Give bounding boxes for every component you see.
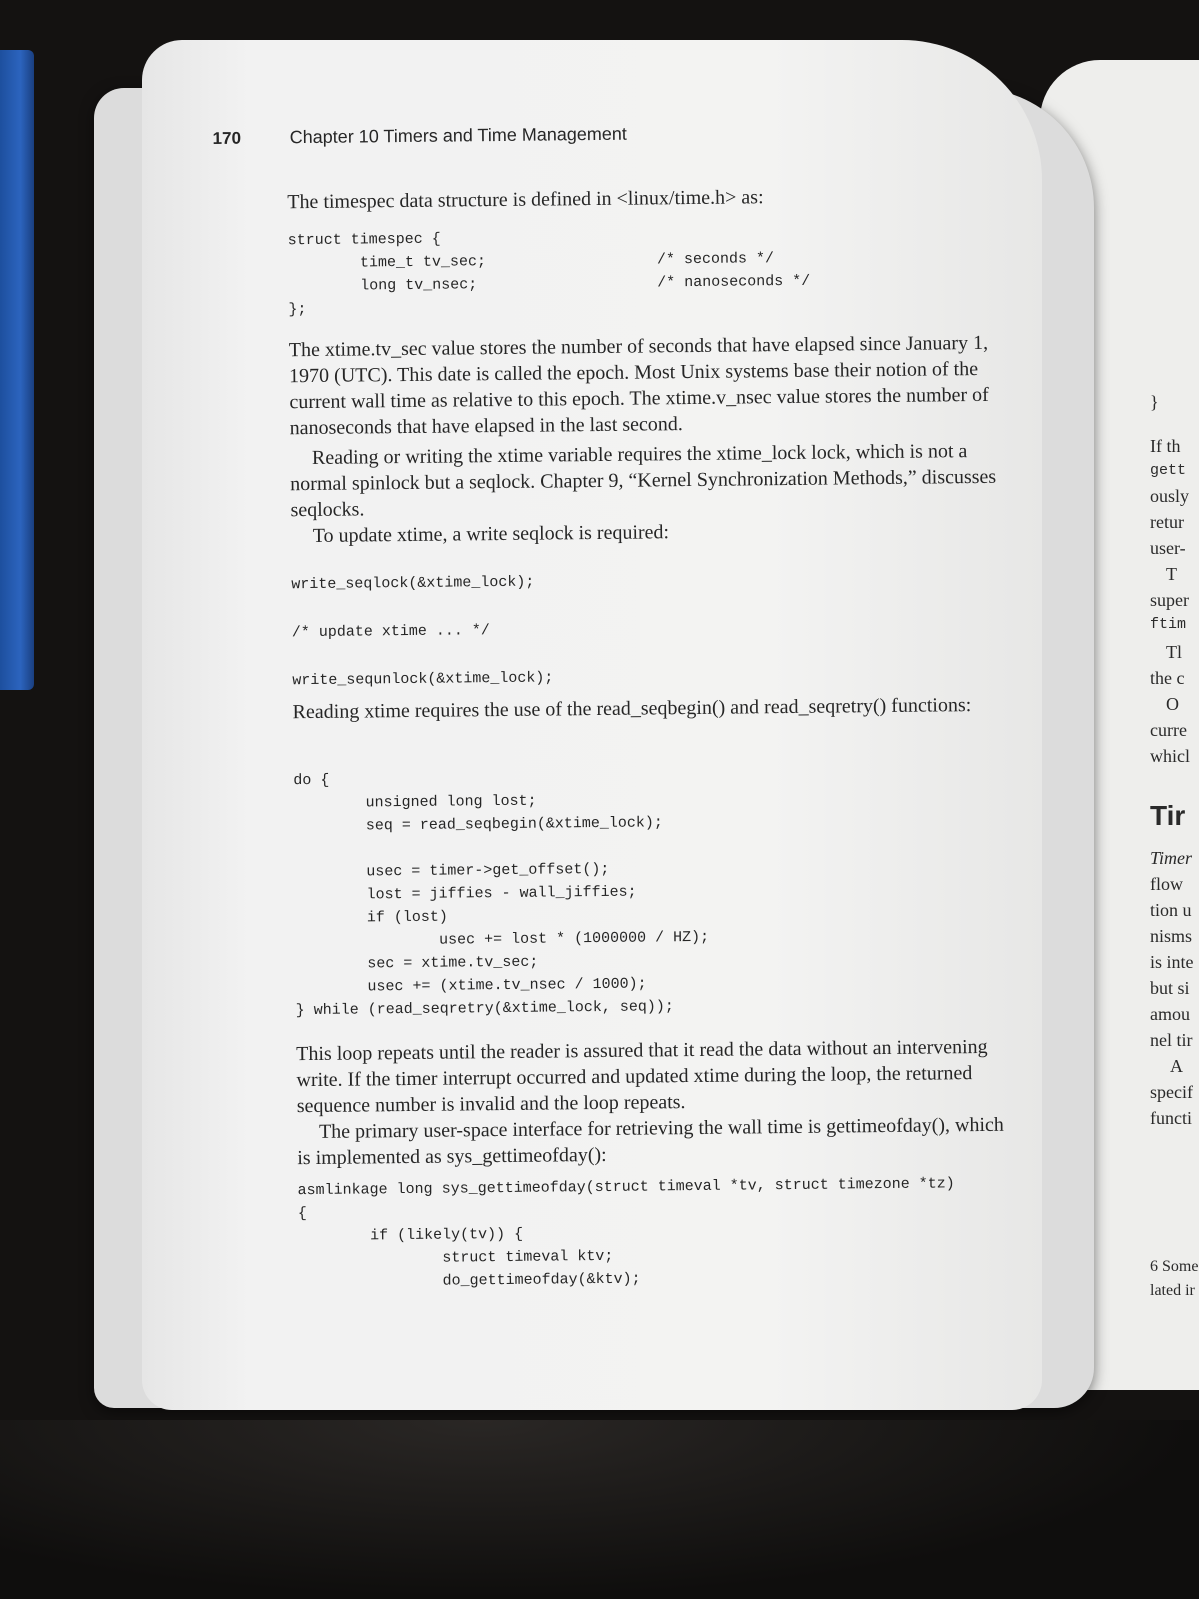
right-page-line: user-: [1150, 538, 1186, 558]
paragraph-2: The xtime.tv_sec value stores the number of seconds that have elapsed since January 1, 1970 (UTC). This date is called the epoch. Most Unix systems base their notion of the current wall time as relative to this epoch. The xtime.v_nsec value stores the number of nanoseconds that have elapsed in the last second.: [288, 331, 989, 440]
right-page-line: is inte: [1150, 952, 1194, 972]
running-head: [213, 124, 627, 149]
page-content: [212, 72, 1015, 1340]
code-read-loop: do { unsigned long lost; seq = read_seqbegin(&xtime_lock); usec = timer->get_offset(); lost = jiffies - wall_jiffies; if (lost) usec += lost * (1000000 / HZ); sec = xtime.tv_sec; usec += (xtime.tv_nsec / 1000); } while (read_seqretry(&xtime_lock, seq));: [293, 771, 710, 1020]
right-page-line: specif: [1150, 1082, 1193, 1102]
right-page-line: nisms: [1150, 926, 1193, 946]
page-number: 170: [212, 128, 242, 148]
right-page-line: Tl: [1166, 642, 1182, 662]
paragraph-6: This loop repeats until the reader is assured that it read the data without an intervening write. If the timer interrupt occurred and updated xtime during the loop, the returned sequence number is invalid and the loop repeats.: [296, 1035, 988, 1118]
right-page-line: but si: [1150, 978, 1190, 998]
right-page-line: curre: [1150, 720, 1187, 740]
right-page-line: the c: [1150, 668, 1185, 688]
right-page-line: flow: [1150, 874, 1183, 894]
right-page-line: T: [1166, 564, 1177, 584]
paragraph-5: Reading xtime requires the use of the read_seqbegin() and read_seqretry() functions:: [292, 694, 972, 724]
right-page-line: amou: [1150, 1004, 1190, 1024]
table-surface-shadow: [0, 1420, 1199, 1599]
right-page-line: whicl: [1150, 746, 1190, 766]
right-page-line: ftim: [1150, 616, 1187, 633]
right-page-line: nel tir: [1150, 1030, 1193, 1050]
right-page-footnote: 6 Some: [1150, 1258, 1199, 1275]
paragraph-4: To update xtime, a write seqlock is required:: [312, 521, 670, 547]
chapter-title: Chapter 10 Timers and Time Management: [289, 123, 627, 148]
right-page-line: A: [1170, 1056, 1183, 1076]
right-page-line: Timer: [1150, 848, 1193, 868]
right-page-line: If th: [1150, 436, 1181, 456]
right-page-line: super: [1150, 590, 1189, 610]
right-page-line: retur: [1150, 512, 1184, 532]
code-struct-timespec: struct timespec { time_t tv_sec; /* seconds */ long tv_nsec; /* nanoseconds */ };: [287, 230, 811, 319]
right-page-line: tion u: [1150, 900, 1192, 920]
code-write-seqlock: write_seqlock(&xtime_lock); /* update xtime ... */ write_sequnlock(&xtime_lock);: [291, 573, 554, 690]
right-page-line: functi: [1150, 1108, 1192, 1128]
right-page-footnote: lated ir: [1150, 1282, 1195, 1299]
right-page-heading: Tir: [1150, 800, 1186, 831]
right-page-line: gett: [1150, 462, 1187, 479]
book-cover-edge: [0, 50, 34, 690]
right-page-line: O: [1166, 694, 1179, 714]
code-sys-gettimeofday: asmlinkage long sys_gettimeofday(struct timeval *tv, struct timezone *tz) { if (likely(tv)) { struct timeval ktv; do_gettimeofday(&ktv);: [297, 1175, 955, 1292]
paragraph-1: The timespec data structure is defined in <linux/time.h> as:: [287, 186, 764, 214]
paragraph-3: Reading or writing the xtime variable requires the xtime_lock lock, which is not a normal spinlock but a seqlock. Chapter 9, “Kernel Synchronization Methods,” discusses seqlocks.: [290, 440, 997, 522]
right-page-line: }: [1150, 392, 1159, 412]
paragraph-7: The primary user-space interface for retrieving the wall time is gettimeofday(), which is implemented as sys_gettimeofday():: [297, 1113, 1004, 1170]
right-page-line: ously: [1150, 486, 1190, 506]
